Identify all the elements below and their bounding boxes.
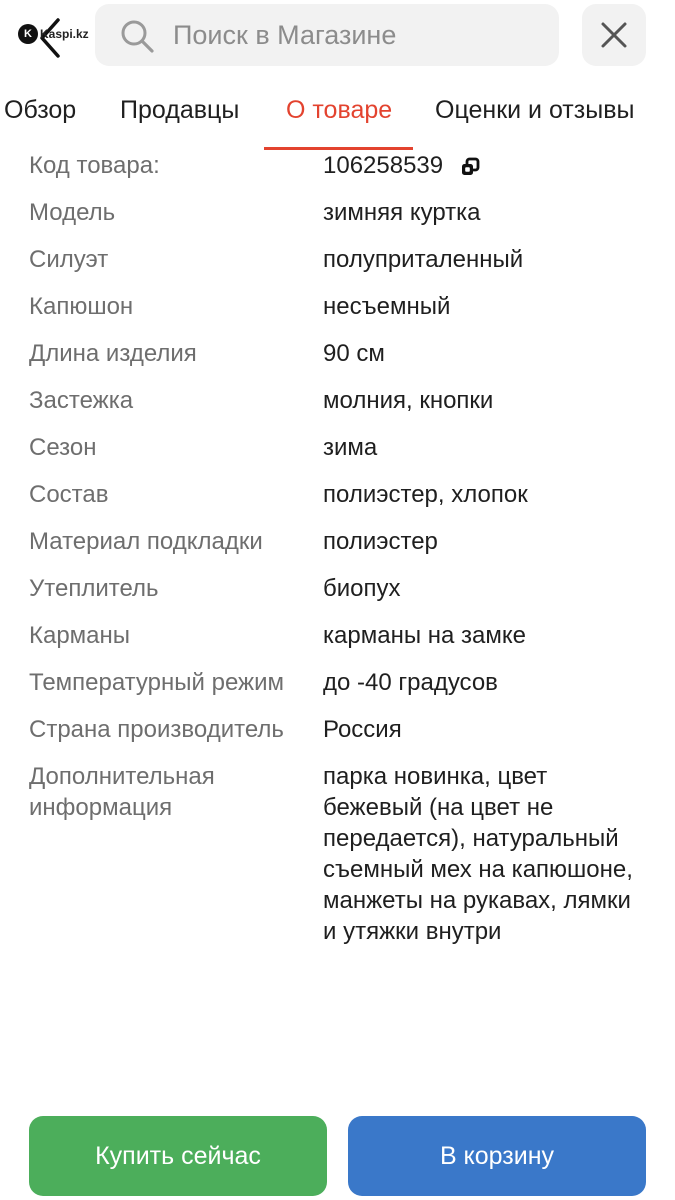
tab-overview[interactable]: Обзор <box>4 96 77 124</box>
buy-now-button[interactable]: Купить сейчас <box>29 1116 327 1196</box>
spec-label: Капюшон <box>29 293 134 320</box>
add-to-cart-button[interactable]: В корзину <box>348 1116 646 1196</box>
spec-value: полиэстер, хлопок <box>323 481 528 508</box>
logo-text: Kaspi.kz <box>40 27 89 41</box>
spec-row <box>0 242 675 289</box>
tab-bar <box>0 88 675 152</box>
tab-reviews[interactable]: Оценки и отзывы <box>435 96 635 124</box>
tab-sellers[interactable]: Продавцы <box>120 96 240 124</box>
copy-icon[interactable] <box>460 157 480 177</box>
spec-value: зима <box>323 434 378 461</box>
spec-row <box>0 665 675 712</box>
product-code: 106258539 <box>323 152 444 179</box>
spec-row <box>0 195 675 242</box>
close-button[interactable] <box>582 4 646 66</box>
spec-row <box>0 477 675 524</box>
kaspi-logo <box>18 24 89 44</box>
spec-value <box>323 150 643 181</box>
spec-value: карманы на замке <box>323 622 526 649</box>
spec-row <box>0 289 675 336</box>
spec-label: Страна производитель <box>29 716 284 743</box>
spec-value: Россия <box>323 716 402 743</box>
spec-label: Карманы <box>29 622 131 649</box>
spec-label: Температурный режим <box>29 669 284 696</box>
spec-label: Дополнительная информация <box>29 763 215 821</box>
search-icon <box>119 18 155 54</box>
logo-mark: K <box>18 24 38 44</box>
spec-value: парка новинка, цвет бежевый (на цвет не передается), натуральный съемный мех на капюшоне, манжеты на рукавах, лямки и утяжки внутри <box>323 763 633 945</box>
specs-list <box>0 148 675 961</box>
close-icon <box>600 21 628 49</box>
spec-row <box>0 383 675 430</box>
spec-value: 90 см <box>323 340 385 367</box>
search-input[interactable] <box>95 4 559 66</box>
tab-about-product[interactable]: О товаре <box>286 96 393 124</box>
spec-value: несъемный <box>323 293 451 320</box>
spec-label: Силуэт <box>29 246 109 273</box>
spec-label: Сезон <box>29 434 97 461</box>
spec-value: полуприталенный <box>323 246 524 273</box>
search-placeholder: Поиск в Магазине <box>173 20 397 50</box>
spec-row <box>0 336 675 383</box>
spec-label: Застежка <box>29 387 134 414</box>
spec-value: до -40 градусов <box>323 669 498 696</box>
spec-label: Длина изделия <box>29 340 197 367</box>
spec-row <box>0 759 675 961</box>
spec-label: Состав <box>29 481 109 508</box>
spec-row <box>0 712 675 759</box>
spec-label: Утеплитель <box>29 575 159 602</box>
spec-value: биопух <box>323 575 401 602</box>
spec-label: Код товара: <box>29 152 160 179</box>
spec-label: Модель <box>29 199 116 226</box>
spec-value: полиэстер <box>323 528 438 555</box>
spec-label: Материал подкладки <box>29 528 263 555</box>
spec-row <box>0 430 675 477</box>
spec-value: зимняя куртка <box>323 199 481 226</box>
spec-row <box>0 571 675 618</box>
spec-row-code <box>0 148 675 195</box>
spec-value: молния, кнопки <box>323 387 494 414</box>
spec-row <box>0 618 675 665</box>
spec-row <box>0 524 675 571</box>
top-bar <box>0 0 675 80</box>
